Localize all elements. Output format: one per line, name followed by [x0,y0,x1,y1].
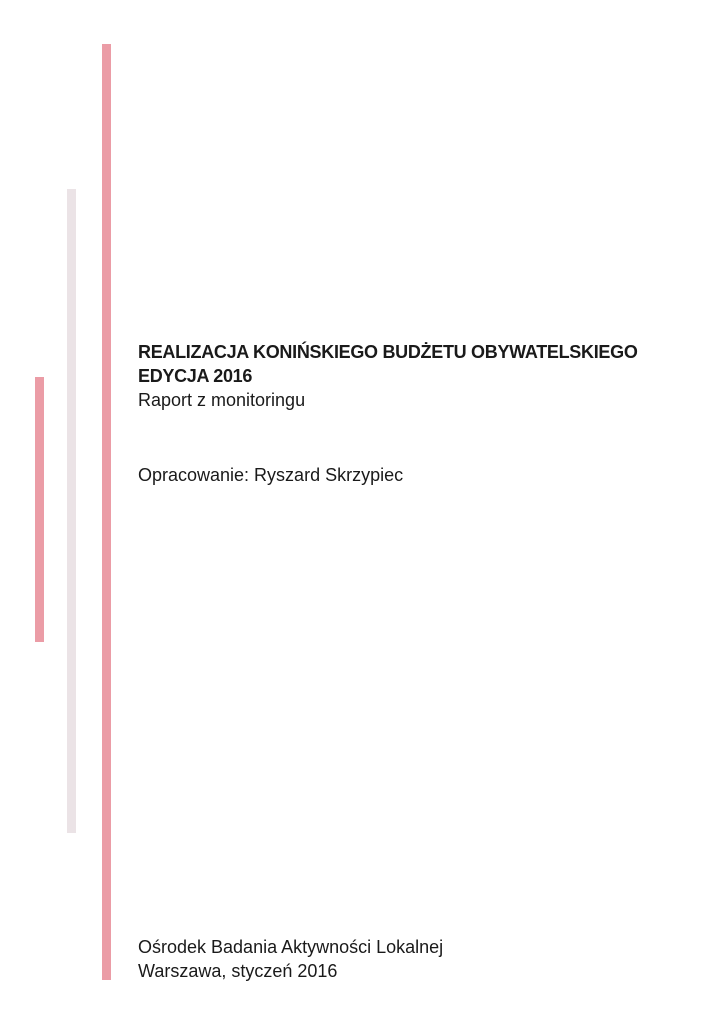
document-author: Opracowanie: Ryszard Skrzypiec [138,465,404,485]
document-title-line2: EDYCJA 2016 [138,366,253,386]
decorative-bar-short [35,377,44,642]
place-date: Warszawa, styczeń 2016 [138,961,338,981]
organization-name: Ośrodek Badania Aktywności Lokalnej [138,937,444,957]
document-subtitle: Raport z monitoringu [138,390,306,410]
decorative-bar-main [102,44,111,980]
decorative-bar-grey [67,189,76,833]
title-block [138,340,698,412]
document-title-line1: REALIZACJA KONIŃSKIEGO BUDŻETU OBYWATELSKIEGO [138,342,638,362]
document-footer [138,935,443,983]
